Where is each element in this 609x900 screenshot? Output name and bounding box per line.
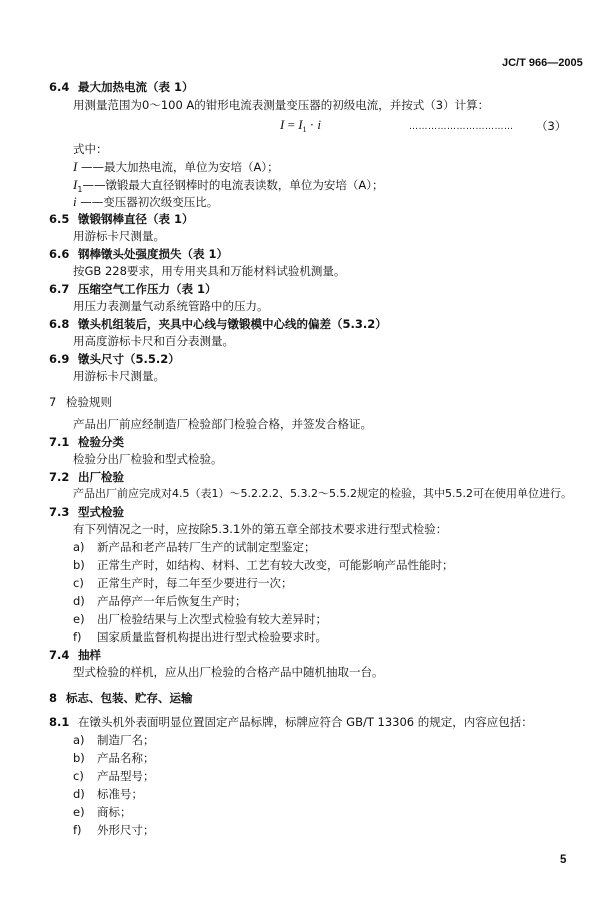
section-8-1-number: 8.1	[49, 715, 70, 729]
section-6-9-number: 6.9	[49, 352, 70, 366]
list-item: 标准号；	[97, 787, 143, 801]
section-6-5-number: 6.5	[49, 212, 70, 226]
list-item: 商标；	[97, 805, 132, 819]
section-7-2-title: 出厂检验	[78, 470, 124, 484]
section-7-2-body: 产品出厂前应完成对4.5（表1）～5.2.2.2、5.3.2～5.5.2规定的检验，其中5.5.2可在使用单位进行。	[73, 487, 572, 500]
section-6-9-title: 镦头尺寸（5.5.2）	[78, 352, 180, 366]
section-6-4-body: 用测量范围为0～100 A的钳形电流表测量变压器的初级电流，并按式（3）计算：	[73, 98, 490, 112]
section-6-9-body: 用游标卡尺测量。	[73, 369, 165, 383]
list-item-marker: a)	[73, 540, 85, 554]
section-6-5-title: 镦锻钢棒直径（表 1）	[78, 212, 194, 226]
formula-dot: ·	[306, 117, 318, 132]
formula-r1-sub: 1	[302, 125, 307, 134]
section-8-1-body: 在镦头机外表面明显位置固定产品标牌，标牌应符合 GB/T 13306 的规定，内容应包括：	[78, 715, 533, 729]
chapter-7-number: 7	[49, 395, 57, 409]
formula-r2: i	[317, 117, 321, 132]
section-7-1-body: 检验分出厂检验和型式检验。	[73, 452, 223, 466]
section-7-3-intro: 有下列情况之一时，应按除5.3.1外的第五章全部技术要求进行型式检验：	[73, 522, 448, 536]
list-item: 产品名称；	[97, 751, 155, 765]
list-item: 出厂检验结果与上次型式检验有较大差异时；	[97, 612, 327, 626]
var-def-row	[73, 195, 218, 209]
formula-number: （3）	[536, 119, 567, 133]
list-item: 产品型号；	[97, 769, 155, 783]
chapter-7-title: 检验规则	[66, 395, 112, 409]
list-item-marker: f)	[73, 823, 82, 837]
section-6-8-body: 用高度游标卡尺和百分表测量。	[73, 334, 234, 348]
formula-leader: ……………………………	[409, 122, 514, 132]
standard-code: JC/T 966—2005	[502, 57, 583, 69]
list-item: 制造厂名；	[97, 733, 155, 747]
section-7-1-number: 7.1	[49, 435, 70, 449]
var-symbol-sub: 1	[77, 185, 83, 194]
var-description: ——镦锻最大直径钢棒时的电流表读数，单位为安培（A）；	[82, 178, 384, 192]
list-item-marker: e)	[73, 612, 85, 626]
list-item: 正常生产时，如结构、材料、工艺有较大改变，可能影响产品性能时；	[97, 558, 454, 572]
list-item-marker: d)	[73, 787, 85, 801]
section-7-3-title: 型式检验	[78, 505, 124, 519]
section-6-8-number: 6.8	[49, 317, 70, 331]
list-item-marker: c)	[73, 576, 84, 590]
list-item-marker: b)	[73, 558, 85, 572]
var-description: ——变压器初次级变压比。	[76, 195, 219, 209]
section-7-4-title: 抽样	[78, 648, 101, 662]
section-6-4-title: 最大加热电流（表 1）	[78, 80, 194, 94]
list-item: 国家质量监督机构提出进行型式检验要求时。	[97, 630, 327, 644]
section-6-7-title: 压缩空气工作压力（表 1）	[78, 282, 217, 296]
list-item: 产品停产一年后恢复生产时；	[97, 594, 247, 608]
var-description: ——最大加热电流，单位为安培（A）；	[77, 160, 279, 174]
section-7-2-number: 7.2	[49, 470, 70, 484]
where-label: 式中：	[73, 142, 108, 156]
list-item-marker: f)	[73, 630, 82, 644]
section-6-4-number: 6.4	[49, 80, 70, 94]
list-item-marker: c)	[73, 769, 84, 783]
section-6-6-number: 6.6	[49, 247, 70, 261]
section-7-3-number: 7.3	[49, 505, 70, 519]
var-symbol: I	[73, 159, 78, 174]
section-6-7-number: 6.7	[49, 282, 70, 296]
page-number: 5	[560, 854, 567, 866]
chapter-8-title: 标志、包装、贮存、运输	[66, 691, 193, 705]
section-7-4-number: 7.4	[49, 648, 70, 662]
list-item-marker: d)	[73, 594, 85, 608]
section-6-6-body: 按GB 228要求，用专用夹具和万能材料试验机测量。	[73, 264, 346, 278]
section-6-6-title: 钢棒镦头处强度损失（表 1）	[78, 247, 229, 261]
list-item: 正常生产时，每二年至少要进行一次；	[97, 576, 293, 590]
chapter-7-body: 产品出厂前应经制造厂检验部门检验合格，并签发合格证。	[73, 417, 372, 431]
var-symbol: I	[73, 177, 78, 192]
section-6-5-body: 用游标卡尺测量。	[73, 229, 165, 243]
section-7-4-body: 型式检验的样机，应从出厂检验的合格产品中随机抽取一台。	[73, 665, 384, 679]
list-item: 外形尺寸；	[97, 823, 155, 837]
list-item-marker: b)	[73, 751, 85, 765]
chapter-8-number: 8	[49, 691, 58, 705]
list-item: 新产品和老产品转厂生产的试制定型鉴定；	[97, 540, 316, 554]
var-symbol: i	[73, 194, 77, 209]
list-item-marker: a)	[73, 733, 85, 747]
formula-3	[280, 118, 321, 137]
var-def-row	[73, 160, 279, 174]
formula-equals: =	[284, 117, 299, 132]
section-7-1-title: 检验分类	[78, 435, 124, 449]
list-item-marker: e)	[73, 805, 85, 819]
formula-r1: I	[298, 117, 303, 132]
section-6-7-body: 用压力表测量气动系统管路中的压力。	[73, 299, 269, 313]
formula-lhs: I	[280, 117, 285, 132]
section-6-8-title: 镦头机组装后，夹具中心线与镦锻模中心线的偏差（5.3.2）	[78, 317, 387, 331]
